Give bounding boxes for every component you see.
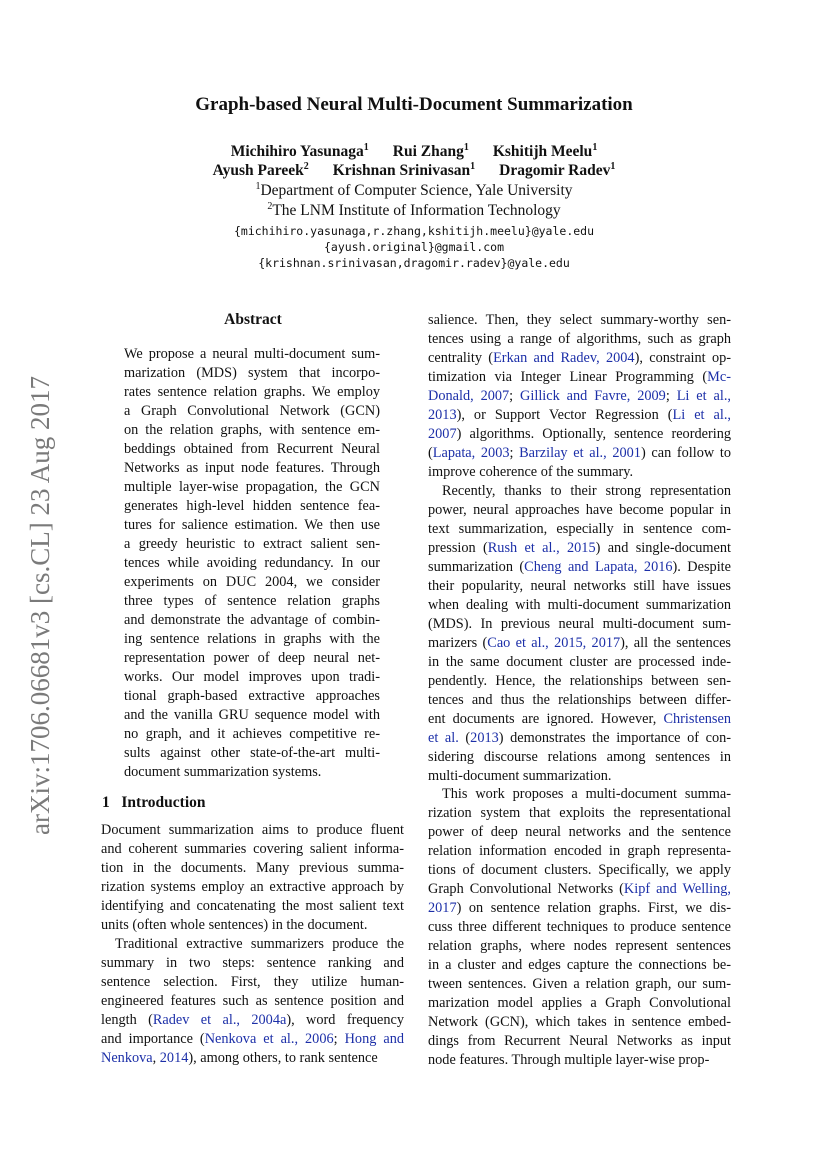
text-line: summary in two steps: sentence ranking and [101,955,404,971]
text-line: pendently. Hence, the relationships between sen- [428,673,731,689]
affiliation-1 [0,181,828,200]
text-line: generates high-level hidden sentence fea- [124,498,380,514]
text-line: (MDS). In previous neural multi-document sum- [428,616,731,632]
text-line: works. Our model improves upon tradi- [124,669,380,685]
text-line: We propose a neural multi-document sum- [124,346,380,362]
text-line: marizers (Cao et al., 2015, 2017), all the sentences [428,635,731,651]
citation-link[interactable]: Erkan and Radev, 2004 [493,350,635,366]
text-line: experiments on DUC 2004, we consider [124,574,380,590]
text-line: units (often whole sentences) in the document. [101,917,368,933]
intro-paragraph-2 [101,935,404,1068]
section-heading-introduction [102,794,206,812]
text-line: marization model applies a Graph Convolutional [428,995,731,1011]
author-name: Rui Zhang$^1$ [392,142,469,161]
affiliation-text: The LNM Institute of Information Technology [272,202,561,220]
text-line: 2007) algorithms. Optionally, sentence reordering [428,426,731,442]
citation-link[interactable]: Donald, 2007 [428,388,510,404]
citation-link[interactable]: et al. [428,730,459,746]
author-row [0,142,828,161]
text-line: on the relation graphs, with sentence em- [124,422,380,438]
affiliation-marker: 2 [267,201,273,212]
text-line: rates sentence relation graphs. We employ [124,384,380,400]
citation-link[interactable]: Gillick and Favre, 2009 [520,388,666,404]
text-line: in a cluster and edges capture the connections be- [428,957,731,973]
paper-title: Graph-based Neural Multi-Document Summarization [195,94,633,115]
text-line: Networks as input node features. Through [124,460,380,476]
citation-link[interactable]: 2014 [159,1050,189,1066]
text-line: multiple layer-wise propagation, the GCN [124,479,380,495]
text-line: length (Radev et al., 2004a), word frequency [101,1012,404,1028]
text-line: This work proposes a multi-document summa- [442,786,731,802]
text-line: Nenkova, 2014), among others, to rank sentence [101,1050,378,1066]
author-affiliation-marker: 1 [610,161,616,172]
text-line: sults against other state-of-the-art multi- [124,745,380,761]
text-line: tures for salience estimation. We then use [124,517,380,533]
text-line: Recently, thanks to their strong representation [442,483,731,499]
text-line: tween sentences. Given a relation graph, our sum- [428,976,731,992]
text-line: node features. Through multiple layer-wise prop- [428,1052,710,1068]
text-line: (Lapata, 2003; Barzilay et al., 2001) can follow to [428,445,731,461]
text-line: and demonstrate the advantage of combin- [124,612,380,628]
text-line: Traditional extractive summarizers produce the [115,936,404,952]
text-line: timization via Integer Linear Programming (Mc- [428,369,731,385]
text-line: Network (GCN), which takes in sentence embed- [428,1014,731,1030]
author-affiliation-marker: 1 [470,161,476,172]
text-line: tional graph-based extractive approaches [124,688,380,704]
text-line: Document summarization aims to produce fluent [101,822,404,838]
right-paragraph-2 [428,482,731,786]
affiliation-text: Department of Computer Science, Yale University [260,182,573,200]
text-line: tions of document clusters. Specifically, we apply [428,862,731,878]
text-line: identifying and concatenating the most salient text [101,898,404,914]
text-line: Graph Convolutional Networks (Kipf and Welling, [428,881,731,897]
citation-link[interactable]: Cheng and Lapata, 2016 [524,559,673,575]
text-line: tences and thus the relationships between differ- [428,692,731,708]
citation-link[interactable]: 2013 [428,407,457,423]
abstract-text [124,345,380,782]
text-line: engineered features such as sentence position and [101,993,404,1009]
author-row [0,161,828,180]
text-line: rization systems employ an extractive approach by [101,879,404,895]
text-line: when dealing with multi-document summarization [428,597,731,613]
text-line: relation information encoded in graph representa- [428,843,731,859]
text-line: in the same document cluster are processed inde- [428,654,731,670]
text-line: no graph, and it achieves competitive re- [124,726,380,742]
text-line: tion in the documents. Many previous summa- [101,860,404,876]
text-line: power, neural approaches have become popular in [428,502,731,518]
text-line: et al. (2013) demonstrates the importance of con- [428,730,731,746]
author-name: Krishnan Srinivasan$^1$ [332,161,476,180]
citation-link[interactable]: Li et al., [672,407,731,423]
citation-link[interactable]: Radev et al., 2004a [152,1012,287,1028]
citation-link[interactable]: Nenkova et al., 2006 [204,1031,334,1047]
section-title: Introduction [121,794,206,811]
text-line: centrality (Erkan and Radev, 2004), constraint op- [428,350,732,366]
citation-link[interactable]: Hong and [344,1031,404,1047]
citation-link[interactable]: Li et al., [676,388,731,404]
author-affiliation-marker: 1 [363,142,369,153]
text-line: improve coherence of the summary. [428,464,634,480]
citation-link[interactable]: 2007 [428,426,457,442]
author-affiliation-marker: 1 [592,142,598,153]
abstract-heading: Abstract [224,311,282,328]
citation-link[interactable]: Rush et al., 2015 [487,540,596,556]
arxiv-identifier: arXiv:1706.06681v3 [cs.CL] 23 Aug 2017 [25,376,55,835]
text-line: and importance (Nenkova et al., 2006; Hong and [101,1031,404,1047]
author-name: Michihiro Yasunaga$^1$ [230,142,369,161]
text-line: a greedy heuristic to extract salient sen- [124,536,380,552]
author-name: Kshitijh Meelu$^1$ [492,142,598,161]
citation-link[interactable]: Mc- [707,369,731,385]
text-line: Donald, 2007; Gillick and Favre, 2009; Li et al., [428,388,731,404]
text-line: salience. Then, they select summary-worthy sen- [428,312,731,328]
text-line: 2017) on sentence relation graphs. First, we dis- [428,900,731,916]
section-number: 1 [102,794,110,811]
text-line: rization system that exploits the representational [428,805,731,821]
text-line: dings from Recurrent Neural Networks as input [428,1033,731,1049]
affiliation-marker: 1 [255,181,261,192]
text-line: power of deep neural networks and the sentence [428,824,731,840]
text-line: text summarization, especially in sentence com- [428,521,731,537]
text-line: ing sentence relations in graphs with the [124,631,380,647]
right-paragraph-3 [428,785,731,1070]
author-affiliation-marker: 2 [303,161,309,172]
text-line: document summarization systems. [124,764,322,780]
text-line: tences while avoiding redundancy. In our [124,555,380,571]
author-name: Ayush Pareek$^2$ [212,161,309,180]
email-line: {krishnan.srinivasan,dragomir.radev}@yale.edu [258,256,570,270]
text-line: and the vanilla GRU sequence model with [124,707,380,723]
citation-link[interactable]: Nenkova [101,1050,153,1066]
author-affiliation-marker: 1 [463,142,469,153]
author-name: Dragomir Radev$^1$ [499,161,616,180]
text-line: representation power of deep neural net- [124,650,380,666]
intro-paragraph-1 [101,821,404,935]
citation-link[interactable]: 2017 [428,900,457,916]
text-line: marization (MDS) system that incorpo- [124,365,380,381]
text-line: tences using a range of algorithms, such as graph [428,331,731,347]
text-line: ent documents are ignored. However, Christensen [428,711,731,727]
affiliation-2 [0,201,828,220]
email-line: {ayush.original}@gmail.com [323,240,504,254]
text-line: relation graphs, where nodes represent sentences [428,938,731,954]
right-paragraph-1 [428,311,731,482]
text-line: a Graph Convolutional Network (GCN) [124,403,380,419]
text-line: pression (Rush et al., 2015) and single-document [428,540,731,556]
citation-link[interactable]: 2013 [470,730,499,746]
text-line: beddings obtained from Recurrent Neural [124,441,380,457]
email-line: {michihiro.yasunaga,r.zhang,kshitijh.meelu}@yale.edu [233,224,595,238]
citation-link[interactable]: Christensen [663,711,731,727]
text-line: their popularity, neural networks still have issues [428,578,731,594]
text-line: multi-document summarization. [428,768,612,784]
text-line: sidering discourse relations among sentences in [428,749,731,765]
text-line: three types of sentence relation graphs [124,593,380,609]
text-line: and coherent summaries covering salient informa- [101,841,404,857]
citation-link[interactable]: Cao et al., 2015, 2017 [487,635,621,651]
text-line: summarization (Cheng and Lapata, 2016). Despite [428,559,731,575]
text-line: 2013), or Support Vector Regression (Li et al., [428,407,731,423]
citation-link[interactable]: Kipf and Welling, [623,881,731,897]
text-line: sentence selection. First, they utilize human- [101,974,404,990]
citation-link[interactable]: Barzilay et al., 2001 [519,445,641,461]
citation-link[interactable]: Lapata, 2003 [432,445,510,461]
text-line: cuss three different techniques to produce sentence [428,919,731,935]
